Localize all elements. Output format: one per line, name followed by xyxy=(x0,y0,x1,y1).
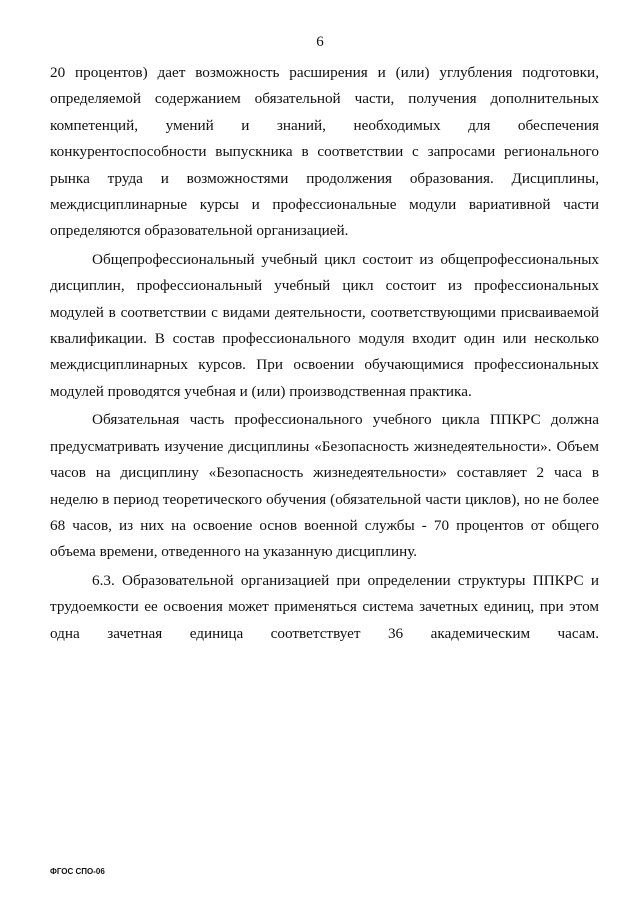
paragraph-variative-part: 20 процентов) дает возможность расширения и (или) углубления подготовки, определяемой содержанием обязательной части, получения дополнительных компетенций, умений и знаний, необходимых для обеспечения конкурентоспособности выпускника в соответствии с запросами регионального рынка труда и возможностями продолжения образования. Дисциплины, междисциплинарные курсы и профессиональные модули вариативной части определяются образовательной организацией. xyxy=(50,64,599,240)
paragraph-credit-units: 6.3. Образовательной организацией при определении структуры ППКРС и трудоемкости ее освоения может применяться система зачетных единиц, при этом одна зачетная единица соответствует 36 академическим часам. xyxy=(50,571,599,642)
document-footer-code: ФГОС СПО-06 xyxy=(50,867,105,876)
paragraph-professional-cycle: Общепрофессиональный учебный цикл состоит из общепрофессиональных дисциплин, профессиональный учебный цикл состоит из профессиональных модулей в соответствии с видами деятельности, соответствующими присваиваемой квалификации. В состав профессионального модуля входит один или несколько междисциплинарных курсов. При освоении обучающимися профессиональных модулей проводятся учебная и (или) производственная практика. xyxy=(50,250,599,400)
paragraph-life-safety: Обязательная часть профессионального учебного цикла ППКРС должна предусматривать изучение дисциплины «Безопасность жизнедеятельности». Объем часов на дисциплину «Безопасность жизнедеятельности» составляет 2 часа в неделю в период теоретического обучения (обязательной части циклов), но не более 68 часов, из них на освоение основ военной службы - 70 процентов от общего объема времени, отведенного на указанную дисциплину. xyxy=(50,411,599,561)
document-body xyxy=(50,60,599,649)
page-number: 6 xyxy=(316,34,324,50)
